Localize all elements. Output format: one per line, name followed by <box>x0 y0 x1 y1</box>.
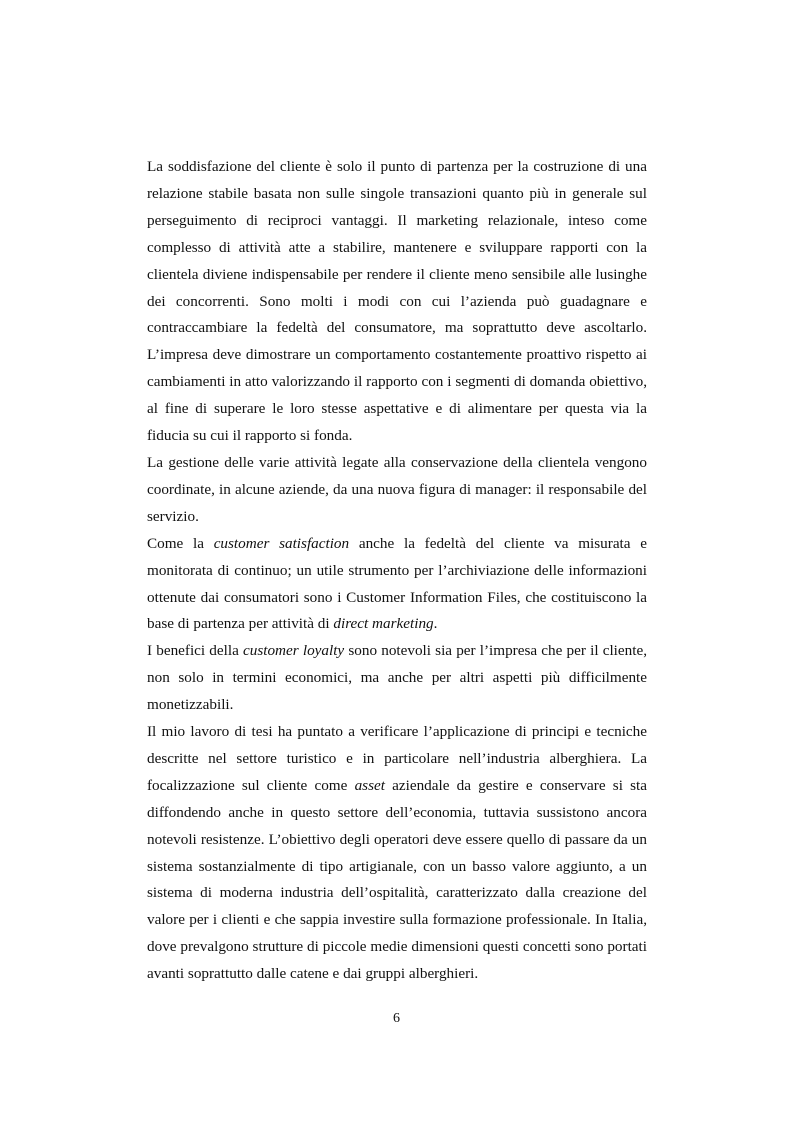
paragraph-customer-information-files <box>147 531 647 639</box>
text-segment: sono notevoli sia per l’impresa che per il cliente, non solo in termini economici, ma anche per altri aspetti più difficilmente monetizzabili. <box>147 642 647 714</box>
text-segment-italic: direct marketing <box>333 615 434 633</box>
document-body <box>147 154 647 988</box>
paragraph-service-manager <box>147 450 647 531</box>
text-segment-italic: customer loyalty <box>243 642 345 660</box>
paragraph-relationship-marketing <box>147 154 647 450</box>
text-segment: Il mio lavoro di tesi ha puntato a verificare l’applicazione di principi e tecniche descritte nel settore turistico e in particolare nell’industria alberghiera. La focalizzazione sul cliente come <box>147 723 647 794</box>
text-segment: La gestione delle varie attività legate alla conservazione della clientela vengono coordinate, in alcune aziende, da una nuova figura di manager: il responsabile del servizio. <box>147 453 647 525</box>
page-number: 6 <box>393 1011 400 1026</box>
text-segment: La soddisfazione del cliente è solo il punto di partenza per la costruzione di una relazione stabile basata non sulle singole transazioni quanto più in generale sul perseguimento di reciproci vantaggi. Il marketing relazionale, inteso come complesso di attività atte a stabilire, mantenere e sviluppare rapporti con la clientela diviene indispensabile per rendere il cliente meno sensibile alle lusinghe dei concorrenti. Sono molti i modi con cui l’azienda può guadagnare e contraccambiare la fedeltà del consumatore, ma soprattutto deve ascoltarlo. L’impresa deve dimostrare un comportamento costantemente proattivo rispetto ai cambiamenti in atto valorizzando il rapporto con i segmenti di domanda obiettivo, al fine di superare le loro stesse aspettative e di alimentare per questa via la fiducia su cui il rapporto si fonda. <box>147 158 647 445</box>
text-segment: anche la fedeltà del cliente va misurata e monitorata di continuo; un utile strumento per l’archiviazione delle informazioni ottenute dai consumatori sono i Customer Information Files, che costituiscono la base di partenza per attività di <box>147 534 647 633</box>
paragraph-thesis-work <box>147 719 647 988</box>
text-segment-italic: customer satisfaction <box>213 534 350 552</box>
paragraph-customer-loyalty-benefits <box>147 638 647 719</box>
text-segment: . <box>433 615 438 633</box>
text-segment: aziendale da gestire e conservare si sta diffondendo anche in questo settore dell’economia, tuttavia sussistono ancora notevoli resistenze. L’obiettivo degli operatori deve essere quello di passare da un sistema sostanzialmente di tipo artigianale, con un basso valore aggiunto, a un sistema di moderna industria dell’ospitalità, caratterizzato dalla creazione del valore per i clienti e che sappia investire sulla formazione professionale. In Italia, dove prevalgono strutture di piccole medie dimensioni questi concetti sono portati avanti soprattutto dalle catene e dai gruppi alberghieri. <box>147 776 647 983</box>
text-segment: I benefici della <box>147 642 243 660</box>
text-segment-italic: asset <box>354 776 385 794</box>
text-segment: Come la <box>147 534 214 552</box>
